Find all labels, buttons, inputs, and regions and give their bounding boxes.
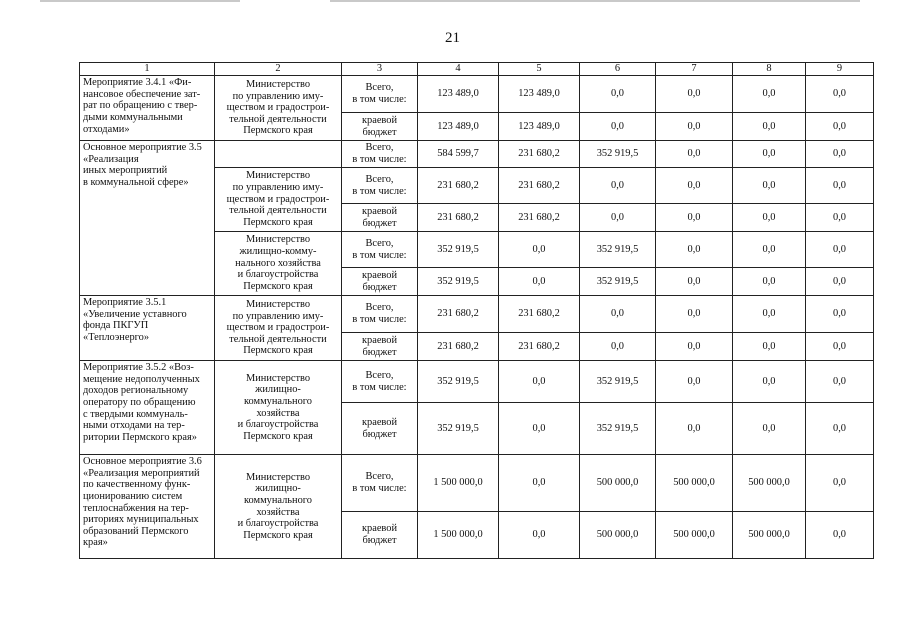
funding-source-cell: Всего, в том числе: bbox=[342, 455, 418, 512]
value-cell: 0,0 bbox=[656, 296, 733, 333]
funding-source-cell: Всего, в том числе: bbox=[342, 141, 418, 168]
value-cell: 231 680,2 bbox=[418, 333, 499, 361]
value-cell: 352 919,5 bbox=[580, 141, 656, 168]
value-cell: 123 489,0 bbox=[418, 76, 499, 113]
value-cell: 0,0 bbox=[733, 268, 806, 296]
value-cell: 0,0 bbox=[580, 333, 656, 361]
value-cell: 584 599,7 bbox=[418, 141, 499, 168]
value-cell: 0,0 bbox=[733, 403, 806, 455]
value-cell: 0,0 bbox=[733, 113, 806, 141]
value-cell: 0,0 bbox=[806, 455, 874, 512]
scan-edge-right bbox=[330, 0, 860, 2]
value-cell: 0,0 bbox=[580, 204, 656, 232]
value-cell: 0,0 bbox=[656, 403, 733, 455]
table-row bbox=[80, 76, 874, 113]
funding-source-cell: краевой бюджет bbox=[342, 512, 418, 559]
header-row bbox=[80, 63, 874, 76]
value-cell: 0,0 bbox=[806, 361, 874, 403]
value-cell: 0,0 bbox=[733, 168, 806, 204]
scan-edge-left bbox=[40, 0, 240, 2]
value-cell: 231 680,2 bbox=[499, 296, 580, 333]
value-cell: 500 000,0 bbox=[580, 512, 656, 559]
funding-source-cell: краевой бюджет bbox=[342, 403, 418, 455]
value-cell: 123 489,0 bbox=[499, 113, 580, 141]
value-cell: 231 680,2 bbox=[499, 204, 580, 232]
header-cell-2: 2 bbox=[215, 63, 342, 76]
value-cell: 231 680,2 bbox=[418, 296, 499, 333]
funding-source-cell: Всего, в том числе: bbox=[342, 232, 418, 268]
header-cell-7: 7 bbox=[656, 63, 733, 76]
value-cell: 123 489,0 bbox=[418, 113, 499, 141]
value-cell: 0,0 bbox=[499, 403, 580, 455]
funding-source-cell: Всего, в том числе: bbox=[342, 296, 418, 333]
value-cell: 352 919,5 bbox=[418, 232, 499, 268]
budget-table bbox=[79, 62, 874, 559]
value-cell: 231 680,2 bbox=[418, 168, 499, 204]
value-cell: 0,0 bbox=[656, 268, 733, 296]
activity-name-cell: Основное мероприятие 3.6 «Реализация мероприятий по качественному функ- ционированию систем теплоснабжения на тер- риториях муниципальных образований Пермского края» bbox=[80, 455, 215, 559]
value-cell: 352 919,5 bbox=[580, 403, 656, 455]
funding-source-cell: Всего, в том числе: bbox=[342, 168, 418, 204]
executor-cell-empty bbox=[215, 141, 342, 168]
value-cell: 0,0 bbox=[806, 333, 874, 361]
value-cell: 0,0 bbox=[499, 455, 580, 512]
table-row bbox=[80, 141, 874, 168]
value-cell: 0,0 bbox=[656, 113, 733, 141]
header-cell-3: 3 bbox=[342, 63, 418, 76]
header-cell-6: 6 bbox=[580, 63, 656, 76]
value-cell: 0,0 bbox=[806, 232, 874, 268]
value-cell: 0,0 bbox=[656, 333, 733, 361]
value-cell: 0,0 bbox=[656, 232, 733, 268]
value-cell: 500 000,0 bbox=[733, 512, 806, 559]
header-cell-5: 5 bbox=[499, 63, 580, 76]
activity-name-cell: Мероприятие 3.5.2 «Воз- мещение недополученных доходов региональному оператору по обращению с твердыми коммуналь- ными отходами на тер- ритории Пермского края» bbox=[80, 361, 215, 455]
value-cell: 0,0 bbox=[499, 268, 580, 296]
funding-source-cell: Всего, в том числе: bbox=[342, 361, 418, 403]
executor-cell: Министерство жилищно-комму- нального хозяйства и благоустройства Пермского края bbox=[215, 232, 342, 296]
value-cell: 0,0 bbox=[733, 76, 806, 113]
value-cell: 0,0 bbox=[806, 113, 874, 141]
value-cell: 0,0 bbox=[580, 296, 656, 333]
value-cell: 231 680,2 bbox=[418, 204, 499, 232]
value-cell: 0,0 bbox=[656, 76, 733, 113]
value-cell: 352 919,5 bbox=[418, 268, 499, 296]
activity-name-cell: Мероприятие 3.4.1 «Фи- нансовое обеспечение зат- рат по обращению с твер- дыми коммунальными отходами» bbox=[80, 76, 215, 141]
value-cell: 0,0 bbox=[806, 268, 874, 296]
value-cell: 0,0 bbox=[806, 168, 874, 204]
executor-cell: Министерство по управлению иму- ществом и градострои- тельной деятельности Пермского края bbox=[215, 168, 342, 232]
value-cell: 352 919,5 bbox=[418, 403, 499, 455]
value-cell: 0,0 bbox=[656, 168, 733, 204]
value-cell: 0,0 bbox=[806, 512, 874, 559]
value-cell: 0,0 bbox=[806, 141, 874, 168]
value-cell: 0,0 bbox=[580, 76, 656, 113]
value-cell: 0,0 bbox=[499, 361, 580, 403]
header-cell-4: 4 bbox=[418, 63, 499, 76]
value-cell: 0,0 bbox=[806, 403, 874, 455]
activity-name-cell: Мероприятие 3.5.1 «Увеличение уставного фонда ПКГУП «Теплоэнерго» bbox=[80, 296, 215, 361]
value-cell: 0,0 bbox=[499, 512, 580, 559]
value-cell: 1 500 000,0 bbox=[418, 512, 499, 559]
value-cell: 0,0 bbox=[806, 204, 874, 232]
header-cell-1: 1 bbox=[80, 63, 215, 76]
table-row bbox=[80, 361, 874, 403]
value-cell: 500 000,0 bbox=[656, 512, 733, 559]
value-cell: 0,0 bbox=[580, 168, 656, 204]
value-cell: 0,0 bbox=[733, 204, 806, 232]
value-cell: 1 500 000,0 bbox=[418, 455, 499, 512]
header-cell-8: 8 bbox=[733, 63, 806, 76]
funding-source-cell: краевой бюджет bbox=[342, 113, 418, 141]
value-cell: 500 000,0 bbox=[580, 455, 656, 512]
funding-source-cell: краевой бюджет bbox=[342, 268, 418, 296]
executor-cell: Министерство жилищно- коммунального хозяйства и благоустройства Пермского края bbox=[215, 455, 342, 559]
activity-name-cell: Основное мероприятие 3.5 «Реализация иных мероприятий в коммунальной сфере» bbox=[80, 141, 215, 296]
value-cell: 231 680,2 bbox=[499, 168, 580, 204]
value-cell: 0,0 bbox=[733, 361, 806, 403]
value-cell: 0,0 bbox=[499, 232, 580, 268]
value-cell: 0,0 bbox=[806, 296, 874, 333]
funding-source-cell: краевой бюджет bbox=[342, 333, 418, 361]
value-cell: 500 000,0 bbox=[733, 455, 806, 512]
value-cell: 0,0 bbox=[733, 296, 806, 333]
value-cell: 123 489,0 bbox=[499, 76, 580, 113]
value-cell: 0,0 bbox=[656, 204, 733, 232]
value-cell: 0,0 bbox=[733, 141, 806, 168]
funding-source-cell: краевой бюджет bbox=[342, 204, 418, 232]
value-cell: 0,0 bbox=[733, 232, 806, 268]
value-cell: 0,0 bbox=[656, 361, 733, 403]
value-cell: 0,0 bbox=[733, 333, 806, 361]
value-cell: 352 919,5 bbox=[418, 361, 499, 403]
value-cell: 352 919,5 bbox=[580, 268, 656, 296]
header-cell-9: 9 bbox=[806, 63, 874, 76]
value-cell: 231 680,2 bbox=[499, 333, 580, 361]
value-cell: 0,0 bbox=[580, 113, 656, 141]
value-cell: 352 919,5 bbox=[580, 361, 656, 403]
table-body bbox=[80, 63, 874, 559]
funding-source-cell: Всего, в том числе: bbox=[342, 76, 418, 113]
executor-cell: Министерство жилищно- коммунального хозяйства и благоустройства Пермского края bbox=[215, 361, 342, 455]
executor-cell: Министерство по управлению иму- ществом и градострои- тельной деятельности Пермского края bbox=[215, 296, 342, 361]
table-row bbox=[80, 455, 874, 512]
value-cell: 0,0 bbox=[656, 141, 733, 168]
table-row bbox=[80, 296, 874, 333]
executor-cell: Министерство по управлению иму- ществом и градострои- тельной деятельности Пермского края bbox=[215, 76, 342, 141]
value-cell: 0,0 bbox=[806, 76, 874, 113]
value-cell: 231 680,2 bbox=[499, 141, 580, 168]
value-cell: 500 000,0 bbox=[656, 455, 733, 512]
value-cell: 352 919,5 bbox=[580, 232, 656, 268]
page-number: 21 bbox=[445, 30, 460, 46]
